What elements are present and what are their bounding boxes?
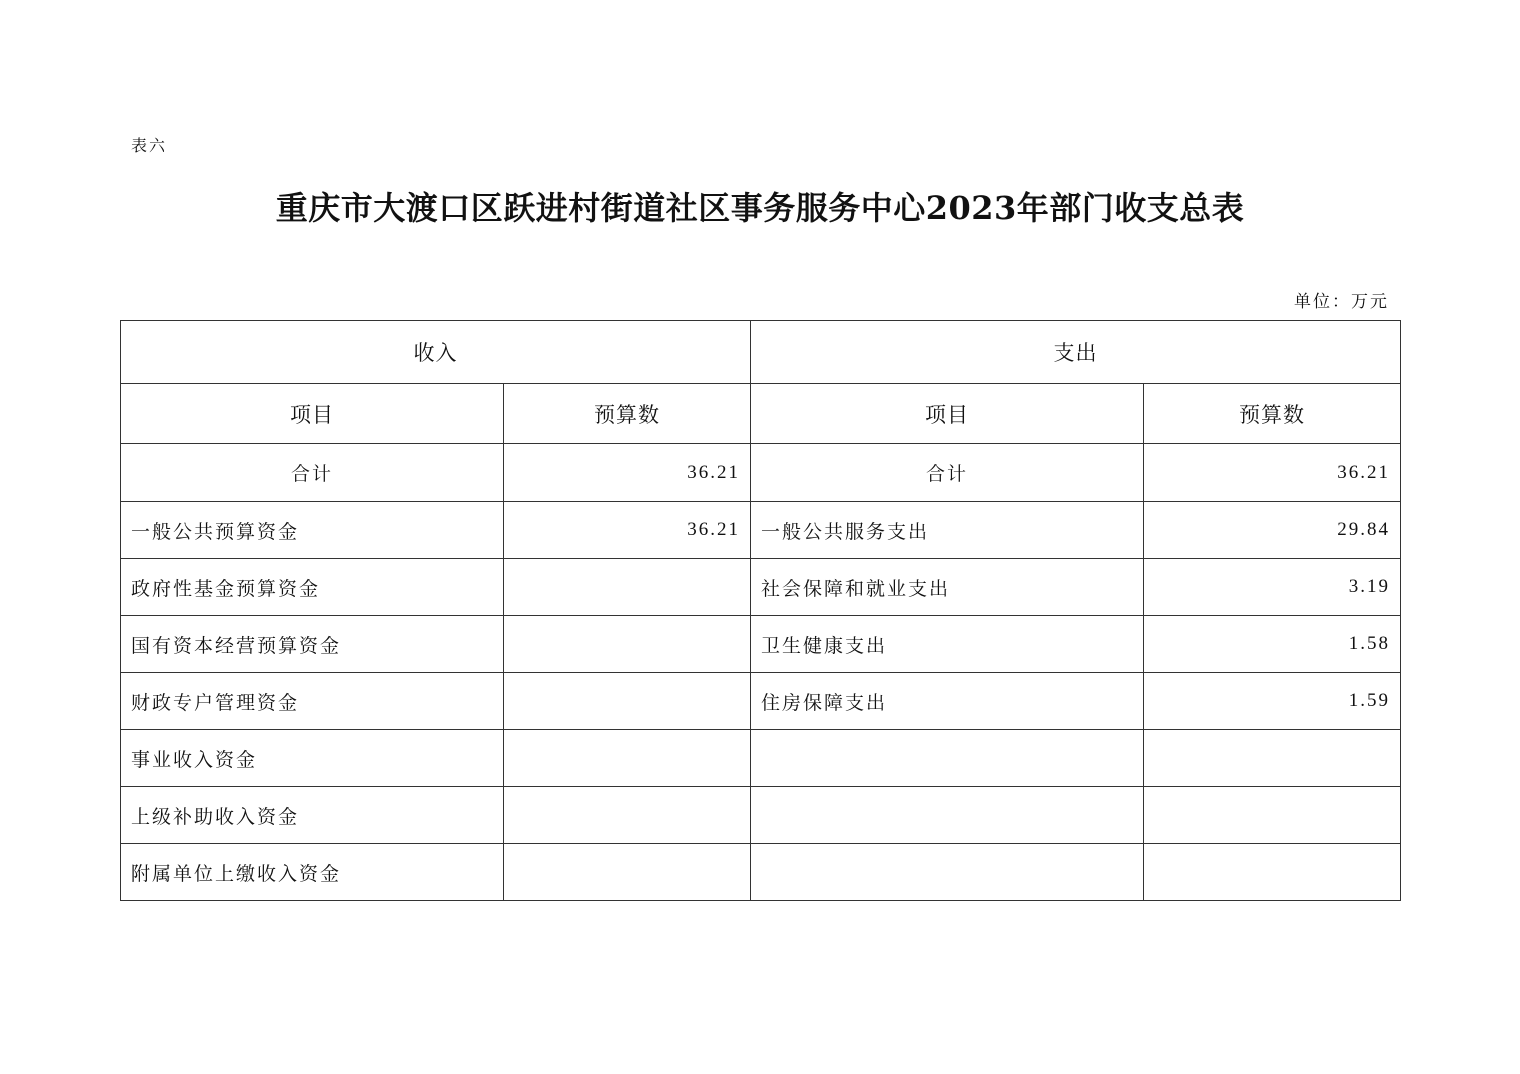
expense-item: 住房保障支出 bbox=[751, 673, 1144, 730]
expense-total-label: 合计 bbox=[751, 444, 1144, 502]
income-value bbox=[504, 559, 751, 616]
expense-budget-header: 预算数 bbox=[1144, 384, 1401, 444]
income-item: 政府性基金预算资金 bbox=[121, 559, 504, 616]
table-row bbox=[121, 787, 1401, 844]
income-item: 财政专户管理资金 bbox=[121, 673, 504, 730]
expense-item bbox=[751, 787, 1144, 844]
expense-item: 社会保障和就业支出 bbox=[751, 559, 1144, 616]
expense-header: 支出 bbox=[751, 321, 1401, 384]
table-row bbox=[121, 616, 1401, 673]
page-title: 重庆市大渡口区跃进村街道社区事务服务中心2023年部门收支总表 bbox=[275, 189, 1245, 227]
income-item: 事业收入资金 bbox=[121, 730, 504, 787]
income-value bbox=[504, 616, 751, 673]
income-value bbox=[504, 673, 751, 730]
expense-value: 1.58 bbox=[1144, 616, 1401, 673]
income-item: 附属单位上缴收入资金 bbox=[121, 844, 504, 901]
expense-item-header: 项目 bbox=[751, 384, 1144, 444]
income-item: 一般公共预算资金 bbox=[121, 502, 504, 559]
expense-value: 1.59 bbox=[1144, 673, 1401, 730]
table-row bbox=[121, 673, 1401, 730]
income-value bbox=[504, 730, 751, 787]
income-item: 国有资本经营预算资金 bbox=[121, 616, 504, 673]
expense-value: 3.19 bbox=[1144, 559, 1401, 616]
income-item-header: 项目 bbox=[121, 384, 504, 444]
expense-item: 卫生健康支出 bbox=[751, 616, 1144, 673]
income-total-label: 合计 bbox=[121, 444, 504, 502]
income-header: 收入 bbox=[121, 321, 751, 384]
expense-item bbox=[751, 844, 1144, 901]
table-row bbox=[121, 844, 1401, 901]
income-item: 上级补助收入资金 bbox=[121, 787, 504, 844]
table-column-header-row bbox=[121, 384, 1401, 444]
table-group-header-row bbox=[121, 321, 1401, 384]
expense-value bbox=[1144, 787, 1401, 844]
income-value bbox=[504, 844, 751, 901]
income-total-value: 36.21 bbox=[504, 444, 751, 502]
expense-item bbox=[751, 730, 1144, 787]
table-row bbox=[121, 502, 1401, 559]
expense-total-value: 36.21 bbox=[1144, 444, 1401, 502]
expense-item: 一般公共服务支出 bbox=[751, 502, 1144, 559]
income-value bbox=[504, 787, 751, 844]
expense-value bbox=[1144, 844, 1401, 901]
table-label: 表六 bbox=[131, 136, 168, 155]
budget-table bbox=[120, 320, 1401, 901]
unit-note: 单位：万元 bbox=[1294, 292, 1389, 312]
expense-value bbox=[1144, 730, 1401, 787]
expense-value: 29.84 bbox=[1144, 502, 1401, 559]
income-budget-header: 预算数 bbox=[504, 384, 751, 444]
total-row bbox=[121, 444, 1401, 502]
table-row bbox=[121, 559, 1401, 616]
income-value: 36.21 bbox=[504, 502, 751, 559]
table-row bbox=[121, 730, 1401, 787]
